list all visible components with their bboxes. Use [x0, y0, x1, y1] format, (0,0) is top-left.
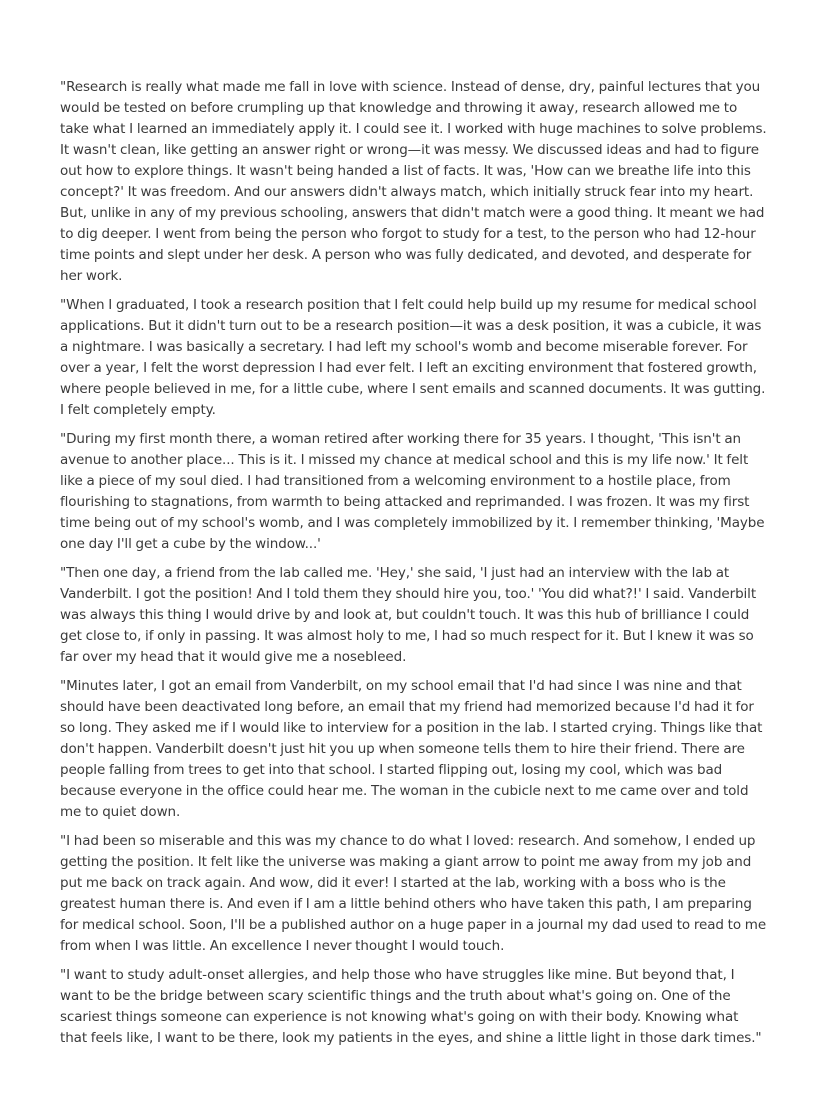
article-paragraph: "Research is really what made me fall in love with science. Instead of dense, dry, painful lectures that you would be tested on before crumpling up that knowledge and throwing it away, research allowed me to take what I learned an immediately apply it. I could see it. I worked with huge machines to solve problems. It wasn't clean, like getting an answer right or wrong—it was messy. We discussed ideas and had to figure out how to explore things. It wasn't being handed a list of facts. It was, 'How can we breathe life into this concept?' It was freedom. And our answers didn't always match, which initially struck fear into my heart. But, unlike in any of my previous schooling, answers that didn't match were a good thing. It meant we had to dig deeper. I went from being the person who forgot to study for a test, to the person who had 12-hour time points and slept under her desk. A person who was fully dedicated, and devoted, and desperate for her work. [60, 79, 767, 284]
article-paragraph: "Then one day, a friend from the lab called me. 'Hey,' she said, 'I just had an interview with the lab at Vanderbilt. I got the position! And I told them they should hire you, too.' 'You did what?!' I said. Vanderbilt was always this thing I would drive by and look at, but couldn't touch. It was this hub of brilliance I could get close to, if only in passing. It was almost holy to me, I had so much respect for it. But I knew it was so far over my head that it would give me a nosebleed. [60, 565, 757, 665]
article-paragraph: "During my first month there, a woman retired after working there for 35 years. I thought, 'This isn't an avenue to another place... This is it. I missed my chance at medical school and this is my life now.' It felt like a piece of my soul died. I had transitioned from a welcoming environment to a hostile place, from flourishing to stagnations, from warmth to being attacked and reprimanded. I was frozen. It was my first time being out of my school's womb, and I was completely immobilized by it. I remember thinking, 'Maybe one day I'll get a cube by the window...' [60, 431, 765, 552]
article-body [60, 77, 768, 1057]
article-paragraph: "I want to study adult-onset allergies, and help those who have struggles like mine. But beyond that, I want to be the bridge between scary scientific things and the truth about what's going on. One of the scariest things someone can experience is not knowing what's going on with their body. Knowing what that feels like, I want to be there, look my patients in the eyes, and shine a little light in those dark times." [60, 967, 762, 1046]
article-paragraph: "I had been so miserable and this was my chance to do what I loved: research. And somehow, I ended up getting the position. It felt like the universe was making a giant arrow to point me away from my job and put me back on track again. And wow, did it ever! I started at the lab, working with a boss who is the greatest human there is. And even if I am a little behind others who have taken this path, I am preparing for medical school. Soon, I'll be a published author on a huge paper in a journal my dad used to read to me from when I was little. An excellence I never thought I would touch. [60, 833, 767, 954]
article-paragraph: "When I graduated, I took a research position that I felt could help build up my resume for medical school applications. But it didn't turn out to be a research position—it was a desk position, it was a cubicle, it was a nightmare. I was basically a secretary. I had left my school's womb and become miserable forever. For over a year, I felt the worst depression I had ever felt. I left an exciting environment that fostered growth, where people believed in me, for a little cube, where I sent emails and scanned documents. It was gutting. I felt completely empty. [60, 297, 766, 418]
article-paragraph: "Minutes later, I got an email from Vanderbilt, on my school email that I'd had since I was nine and that should have been deactivated long before, an email that my friend had memorized because I'd had it for so long. They asked me if I would like to interview for a position in the lab. I started crying. Things like that don't happen. Vanderbilt doesn't just hit you up when someone tells them to hire their friend. There are people falling from trees to get into that school. I started flipping out, losing my cool, which was bad because everyone in the office could hear me. The woman in the cubicle next to me came over and told me to quiet down. [60, 678, 763, 820]
